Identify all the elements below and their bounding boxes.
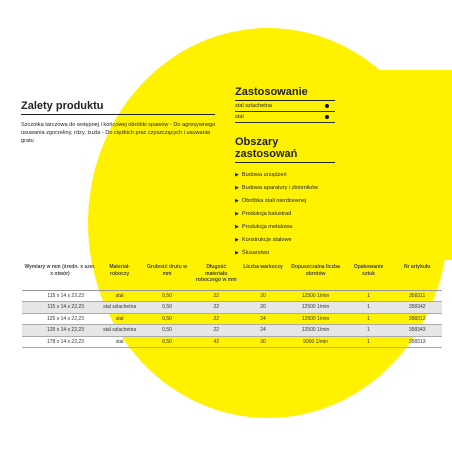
areas-item-label: Budowa aparatury i zbiorników bbox=[241, 185, 319, 191]
table-cell: 1 bbox=[345, 290, 393, 302]
triangle-bullet-icon: ▶ bbox=[235, 198, 239, 204]
areas-heading: Obszary zastosowań bbox=[235, 136, 335, 163]
table-cell: 358343 bbox=[392, 325, 442, 337]
table-row bbox=[22, 336, 442, 348]
table-cell: 178 x 14 x 22,23 bbox=[22, 336, 98, 348]
table-cell: 12500 1/min bbox=[286, 325, 344, 337]
table-cell: 358312 bbox=[392, 313, 442, 325]
column-header: Grubość drutu w mm bbox=[141, 264, 192, 290]
advantages-heading: Zalety produktu bbox=[21, 100, 215, 115]
table-cell: 1 bbox=[345, 313, 393, 325]
table-cell: 115 x 14 x 22,23 bbox=[22, 302, 98, 314]
areas-item-label: Obróbka stali nierdzewnej bbox=[241, 198, 307, 204]
table-cell: 125 x 14 x 22,23 bbox=[22, 325, 98, 337]
table-cell: 9000 1/min bbox=[286, 336, 344, 348]
table-cell: 358342 bbox=[392, 302, 442, 314]
table-cell: 22 bbox=[193, 313, 240, 325]
table-row bbox=[22, 290, 442, 302]
areas-list-item bbox=[235, 182, 335, 195]
product-advantages-section bbox=[21, 100, 221, 145]
table-row bbox=[22, 313, 442, 325]
table-cell: 358311 bbox=[392, 290, 442, 302]
table-cell: 125 x 14 x 22,23 bbox=[22, 313, 98, 325]
table-cell: 42 bbox=[193, 336, 240, 348]
table-cell: 20 bbox=[240, 290, 287, 302]
table-cell: 1 bbox=[345, 302, 393, 314]
check-dot-icon bbox=[325, 115, 329, 119]
column-header: Opakowanie sztuk bbox=[345, 264, 393, 290]
table-cell: 24 bbox=[240, 325, 287, 337]
column-header: Wymiary w mm (średn. x szer. x otwór) bbox=[22, 264, 98, 290]
check-dot-icon bbox=[325, 104, 329, 108]
table-cell: 20 bbox=[240, 302, 287, 314]
areas-list-item bbox=[235, 234, 335, 247]
areas-item-label: Budowa urządzeń bbox=[241, 172, 287, 178]
table-cell: 358313 bbox=[392, 336, 442, 348]
table-cell: 12500 1/min bbox=[286, 313, 344, 325]
table-cell: stal bbox=[98, 313, 141, 325]
areas-list-item bbox=[235, 247, 335, 260]
table-cell: 0,50 bbox=[141, 313, 192, 325]
table-cell: stal szlachetna bbox=[98, 302, 141, 314]
table-cell: 24 bbox=[240, 313, 287, 325]
areas-list-item bbox=[235, 221, 335, 234]
table-cell: 115 x 14 x 22,23 bbox=[22, 290, 98, 302]
table-cell: 22 bbox=[193, 325, 240, 337]
table-cell: 1 bbox=[345, 325, 393, 337]
areas-item-label: Produkcja metalowa bbox=[241, 224, 293, 230]
areas-list-item bbox=[235, 195, 335, 208]
table-cell: stal bbox=[98, 336, 141, 348]
areas-item-label: Produkcja balustrad bbox=[241, 211, 292, 217]
areas-item-label: Ślusarstwo bbox=[241, 250, 270, 256]
application-label: stal szlachetna bbox=[235, 103, 273, 109]
column-header: Liczba warkoczy bbox=[240, 264, 287, 290]
table-cell: 0,50 bbox=[141, 325, 192, 337]
table-cell: stal bbox=[98, 290, 141, 302]
application-row bbox=[235, 101, 335, 112]
areas-list-item bbox=[235, 169, 335, 182]
table-header-row bbox=[22, 264, 442, 290]
advantages-description: Szczotka tarczowa do wstępnej i końcowej obróbki spawów - Do agresywnego usuwania zgorzeliny, rdzy, żużla - Do ciężkich prac czyszczących i usuwania gratu bbox=[21, 122, 216, 144]
table-cell: 22 bbox=[193, 290, 240, 302]
application-row bbox=[235, 112, 335, 123]
application-label: stal bbox=[235, 114, 244, 120]
table-cell: 0,50 bbox=[141, 290, 192, 302]
table-row bbox=[22, 325, 442, 337]
table-cell: 12500 1/min bbox=[286, 302, 344, 314]
column-header: Długość materiału roboczego w mm bbox=[193, 264, 240, 290]
areas-list bbox=[235, 169, 335, 260]
triangle-bullet-icon: ▶ bbox=[235, 211, 239, 217]
table-cell: 0,50 bbox=[141, 302, 192, 314]
column-header: Materiał-roboczy bbox=[98, 264, 141, 290]
areas-item-label: Konstrukcje stalowe bbox=[241, 237, 292, 243]
table-cell: 12500 1/min bbox=[286, 290, 344, 302]
application-section bbox=[235, 86, 335, 276]
triangle-bullet-icon: ▶ bbox=[235, 250, 239, 256]
table-cell: 30 bbox=[240, 336, 287, 348]
product-table bbox=[22, 264, 442, 348]
triangle-bullet-icon: ▶ bbox=[235, 224, 239, 230]
application-heading: Zastosowanie bbox=[235, 86, 335, 101]
table-cell: stal szlachetna bbox=[98, 325, 141, 337]
column-header: Dopuszczalna liczba obrotów bbox=[286, 264, 344, 290]
triangle-bullet-icon: ▶ bbox=[235, 172, 239, 178]
areas-list-item bbox=[235, 208, 335, 221]
table-cell: 22 bbox=[193, 302, 240, 314]
triangle-bullet-icon: ▶ bbox=[235, 185, 239, 191]
table-row bbox=[22, 302, 442, 314]
triangle-bullet-icon: ▶ bbox=[235, 237, 239, 243]
column-header: Nr artykułu bbox=[392, 264, 442, 290]
table-cell: 1 bbox=[345, 336, 393, 348]
table-cell: 0,50 bbox=[141, 336, 192, 348]
